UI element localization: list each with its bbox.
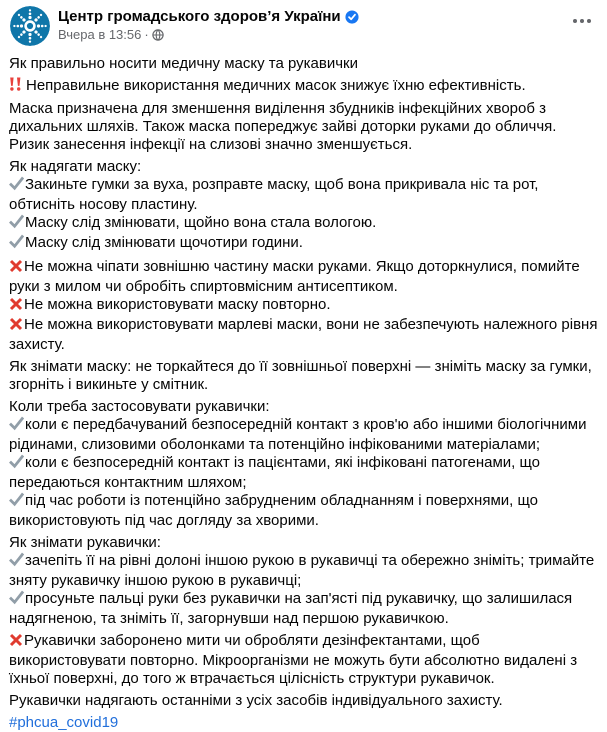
post-line-text: Як надягати маску: xyxy=(9,158,142,175)
post-line xyxy=(9,590,598,628)
post-paragraph xyxy=(9,258,598,354)
post-line-text: коли є передбачуваний безпосередній контакт з кров'ю або іншими біологічними рідинами, слизовими оболонками та потенційно інфікованими матеріалами; xyxy=(9,416,587,453)
post-line-text: Не можна використовувати маску повторно. xyxy=(24,296,331,313)
check-icon xyxy=(9,590,24,610)
post-line-text: Коли треба застосовувати рукавички: xyxy=(9,398,270,415)
header-meta xyxy=(58,6,565,43)
page-avatar[interactable] xyxy=(10,6,50,46)
post-line xyxy=(9,358,598,394)
hashtag-link[interactable]: #phcua_covid19 xyxy=(9,714,119,731)
post-timestamp[interactable]: Вчера в 13:56 xyxy=(58,27,142,42)
double-exclamation-icon xyxy=(9,77,22,96)
post-line xyxy=(9,454,598,492)
post-line xyxy=(9,176,598,214)
globe-icon xyxy=(152,29,164,41)
cross-icon xyxy=(9,297,23,316)
post-line xyxy=(9,692,598,710)
post-paragraph xyxy=(9,632,598,688)
ellipsis-icon xyxy=(571,17,593,25)
post-line-text: Рукавички заборонено мити чи обробляти дезінфектантами, щоб використовувати повторно. Мікроорганізми не можуть бути абсолютно видалені з їхньої поверхні, до того ж втрачається цілісність структури рукавичок. xyxy=(9,632,578,687)
post-line-text: коли є безпосередній контакт із пацієнтами, які інфіковані патогенами, що передаються контактним шляхом; xyxy=(9,454,541,491)
verified-badge-icon xyxy=(345,10,359,24)
post-line xyxy=(9,100,598,154)
post-line-text: Як правильно носити медичну маску та рукавички xyxy=(9,55,358,72)
post-paragraph xyxy=(9,714,598,732)
check-icon xyxy=(9,234,24,254)
post-header xyxy=(0,0,607,46)
post-paragraph xyxy=(9,692,598,710)
check-icon xyxy=(9,492,24,512)
post-line xyxy=(9,416,598,454)
post-line xyxy=(9,296,598,316)
post-line-text: Закиньте гумки за вуха, розправте маску, щоб вона прикривала ніс та рот, обтисніть носову пластину. xyxy=(9,176,539,213)
post-line xyxy=(9,234,598,254)
post-line xyxy=(9,55,598,73)
post-line-text: Маску слід змінювати щочотири години. xyxy=(25,234,303,251)
check-icon xyxy=(9,176,24,196)
check-icon xyxy=(9,454,24,474)
check-icon xyxy=(9,214,24,234)
post-line-text: Рукавички надягають останніми з усіх засобів індивідуального захисту. xyxy=(9,692,503,709)
check-icon xyxy=(9,552,24,572)
post-line-text: Маску слід змінювати, щойно вона стала вологою. xyxy=(25,214,377,231)
cross-icon xyxy=(9,633,23,652)
post-line xyxy=(9,398,598,416)
page-name[interactable]: Центр громадського здоров’я України xyxy=(58,8,341,25)
post-line xyxy=(9,214,598,234)
post-line-text: Маска призначена для зменшення виділення збудників інфекційних хвороб з дихальних шляхів. Також маска попереджує зайві доторки руками до обличчя. Ризик занесення інфекції на слизові значно зменшується. xyxy=(9,100,557,153)
post-paragraph xyxy=(9,55,598,73)
post-line-text: Не можна використовувати марлеві маски, вони не забезпечують належного рівня захисту. xyxy=(9,316,598,353)
post-paragraph xyxy=(9,100,598,154)
post-line xyxy=(9,316,598,354)
check-icon xyxy=(9,416,24,436)
post-line-text: Не можна чіпати зовнішню частину маски руками. Якщо доторкнулися, помийте руки з милом чи обробіть спиртовмісним антисептиком. xyxy=(9,258,580,295)
post-line-text: Як знімати маску: не торкайтеся до її зовнішньої поверхні — зніміть маску за гумки, згорніть і викиньте у смітник. xyxy=(9,358,592,393)
post-paragraph xyxy=(9,158,598,254)
post-line xyxy=(9,77,598,96)
post-line xyxy=(9,632,598,688)
meta-separator: · xyxy=(144,27,149,42)
post-line-text: Як знімати рукавички: xyxy=(9,534,161,551)
post-paragraph xyxy=(9,77,598,96)
post-line xyxy=(9,258,598,296)
post-line-text: під час роботи із потенційно забрудненим обладнанням і поверхнями, що використовують під час догляду за хворими. xyxy=(9,492,538,529)
post-line xyxy=(9,552,598,590)
cross-icon xyxy=(9,317,23,336)
post-line-text: зачепіть її на рівні долоні іншою рукою в рукавичці та обережно зніміть; тримайте зняту рукавичку іншою рукою в рукавичці; xyxy=(9,552,595,589)
post-line-text: просуньте пальці руки без рукавички на зап'ясті під рукавичку, що залишилася надягненою, та зніміть її, загорнувши над першою рукавичкою. xyxy=(9,590,573,627)
post-paragraph xyxy=(9,534,598,628)
post-options-button[interactable] xyxy=(565,6,595,32)
post-line xyxy=(9,492,598,530)
post-text xyxy=(0,46,607,732)
post-paragraph xyxy=(9,358,598,394)
cross-icon xyxy=(9,259,23,278)
post-line xyxy=(9,158,598,176)
post-paragraph xyxy=(9,398,598,530)
post-line xyxy=(9,534,598,552)
post-line-text: Неправильне використання медичних масок знижує їхню ефективність. xyxy=(26,77,526,94)
